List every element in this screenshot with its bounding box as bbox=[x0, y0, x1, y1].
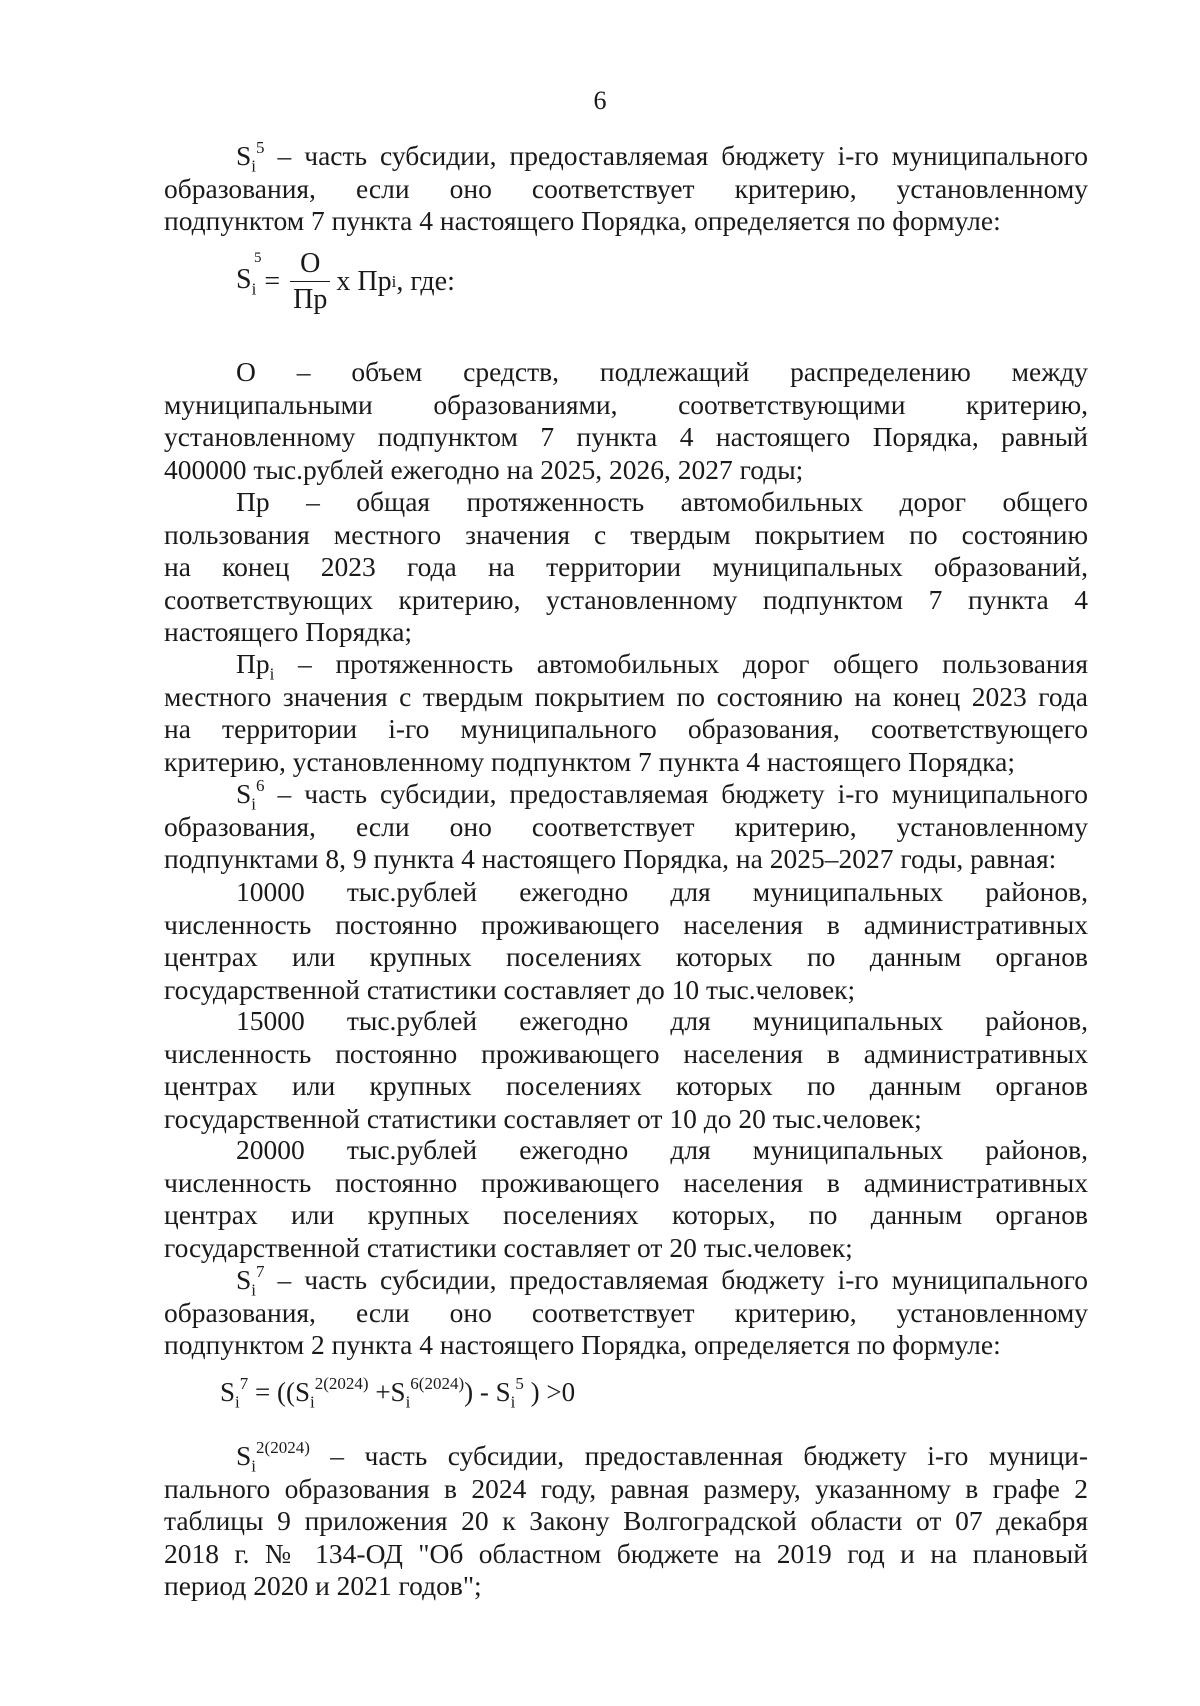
text-line: 10000 тыс.рублей ежегодно для муниципальных районов, bbox=[236, 876, 1088, 907]
text-line: государственной статистики составляет от 10 до 20 тыс.человек; bbox=[164, 1102, 922, 1134]
text-line: центрах или крупных поселениях которых, по данным органов bbox=[164, 1199, 1088, 1230]
paragraph-s6-definition bbox=[164, 775, 1088, 876]
text-line: численность постоянно проживающего населения в административных bbox=[164, 908, 1088, 940]
text-line: настоящего Порядка; bbox=[164, 616, 413, 647]
formula-equals: = bbox=[264, 266, 281, 297]
text-line: 400000 тыс.рублей ежегодно на 2025, 2026, 2027 годы; bbox=[164, 453, 804, 485]
text-line: $S_i^6$ – часть субсидии, предоставляемая бюджету i-го муниципального bbox=[236, 775, 1088, 814]
paragraph-s2-2024-definition bbox=[164, 1437, 1088, 1603]
text-line: государственной статистики составляет до 10 тыс.человек; bbox=[164, 973, 856, 1005]
text-line: Пр – общая протяженность автомобильных дорог общего bbox=[236, 486, 1088, 517]
formula-lhs: $S_i$ 5 bbox=[236, 250, 262, 299]
paragraph-15000 bbox=[164, 1005, 1088, 1135]
text-line: центрах или крупных поселениях которых по данным органов bbox=[164, 941, 1088, 972]
paragraph-20000 bbox=[164, 1134, 1088, 1264]
text-line: $S_i^{2(2024)}$ – часть субсидии, предоставленная бюджету i-го муници- bbox=[236, 1437, 1088, 1476]
text-line: местного значения с твердым покрытием по состоянию на конец 2023 года bbox=[164, 680, 1088, 712]
formula-s5: $S_i$ 5 = $\frac{О}{Пр}$ х Пр i , где: bbox=[236, 236, 455, 328]
text-line: 20000 тыс.рублей ежегодно для муниципальных районов, bbox=[236, 1134, 1088, 1165]
formula-fraction bbox=[290, 247, 330, 318]
text-line: муниципальными образованиями, соответствующими критерию, bbox=[164, 388, 1088, 420]
text-line: установленному подпунктом 7 пункта 4 настоящего Порядка, равный bbox=[164, 421, 1088, 452]
text-line: образования, если оно соответствует критерию, установленному bbox=[164, 172, 1088, 204]
text-line: $Пр_i$ – протяженность автомобильных дорог общего пользования bbox=[236, 648, 1088, 684]
text-line: О – объем средств, подлежащий распределению между bbox=[236, 356, 1088, 387]
formula-multiplier: х Пр bbox=[336, 266, 392, 297]
paragraph-o-definition bbox=[164, 356, 1088, 486]
text-line: пользования местного значения с твердым покрытием по состоянию bbox=[164, 518, 1088, 550]
text-line: критерию, установленному подпунктом 7 пункта 4 настоящего Порядка; bbox=[164, 745, 1015, 777]
fraction-denominator: Пр bbox=[293, 283, 328, 315]
text-line: численность постоянно проживающего населения в административных bbox=[164, 1166, 1088, 1198]
paragraph-pri-definition bbox=[164, 648, 1088, 778]
text-line: образования, если оно соответствует критерию, установленному bbox=[164, 810, 1088, 842]
text-line: подпунктом 7 пункта 4 настоящего Порядка, определяется по формуле: bbox=[164, 205, 1001, 236]
text-line: таблицы 9 приложения 20 к Закону Волгоградской области от 07 декабря bbox=[164, 1505, 1088, 1536]
formula-tail: , где: bbox=[396, 266, 455, 297]
paragraph-10000 bbox=[164, 876, 1088, 1006]
paragraph-pr-definition bbox=[164, 486, 1088, 649]
text-line: соответствующих критерию, установленному подпунктом 7 пункта 4 bbox=[164, 583, 1088, 615]
paragraph-s7-definition bbox=[164, 1261, 1088, 1362]
text-line: подпунктами 8, 9 пункта 4 настоящего Порядка, на 2025–2027 годы, равная: bbox=[164, 843, 1057, 874]
text-line: период 2020 и 2021 годов"; bbox=[164, 1570, 482, 1601]
text-line: государственной статистики составляет от 20 тыс.человек; bbox=[164, 1231, 853, 1263]
text-line: пального образования в 2024 году, равная размеру, указанному в графе 2 bbox=[164, 1472, 1088, 1504]
fraction-numerator: О bbox=[290, 247, 330, 282]
paragraph-s5-definition bbox=[164, 137, 1088, 238]
page-number: 6 bbox=[593, 86, 607, 115]
text-line: $S_i^7$ – часть субсидии, предоставляемая бюджету i-го муниципального bbox=[236, 1261, 1088, 1300]
text-line: центрах или крупных поселениях которых по данным органов bbox=[164, 1070, 1088, 1101]
text-line: на конец 2023 года на территории муниципальных образований, bbox=[164, 551, 1088, 582]
text-line: подпунктом 2 пункта 4 настоящего Порядка, определяется по формуле: bbox=[164, 1329, 1001, 1360]
text-line: образования, если оно соответствует критерию, установленному bbox=[164, 1296, 1088, 1328]
text-line: 2018 г. № 134-ОД "Об областном бюджете на 2019 год и на плановый bbox=[164, 1537, 1088, 1569]
text-line: 15000 тыс.рублей ежегодно для муниципальных районов, bbox=[236, 1005, 1088, 1036]
formula-s7: $S_i^7 = ((S_i^{2(2024)} +S_i^{6(2024)}) - S_i^5$ ) >0 bbox=[220, 1374, 576, 1412]
text-line: $S_i^5$ – часть субсидии, предоставляемая бюджету i-го муниципального bbox=[236, 137, 1088, 176]
text-line: численность постоянно проживающего населения в административных bbox=[164, 1037, 1088, 1069]
text-line: на территории i-го муниципального образования, соответствующего bbox=[164, 713, 1088, 744]
